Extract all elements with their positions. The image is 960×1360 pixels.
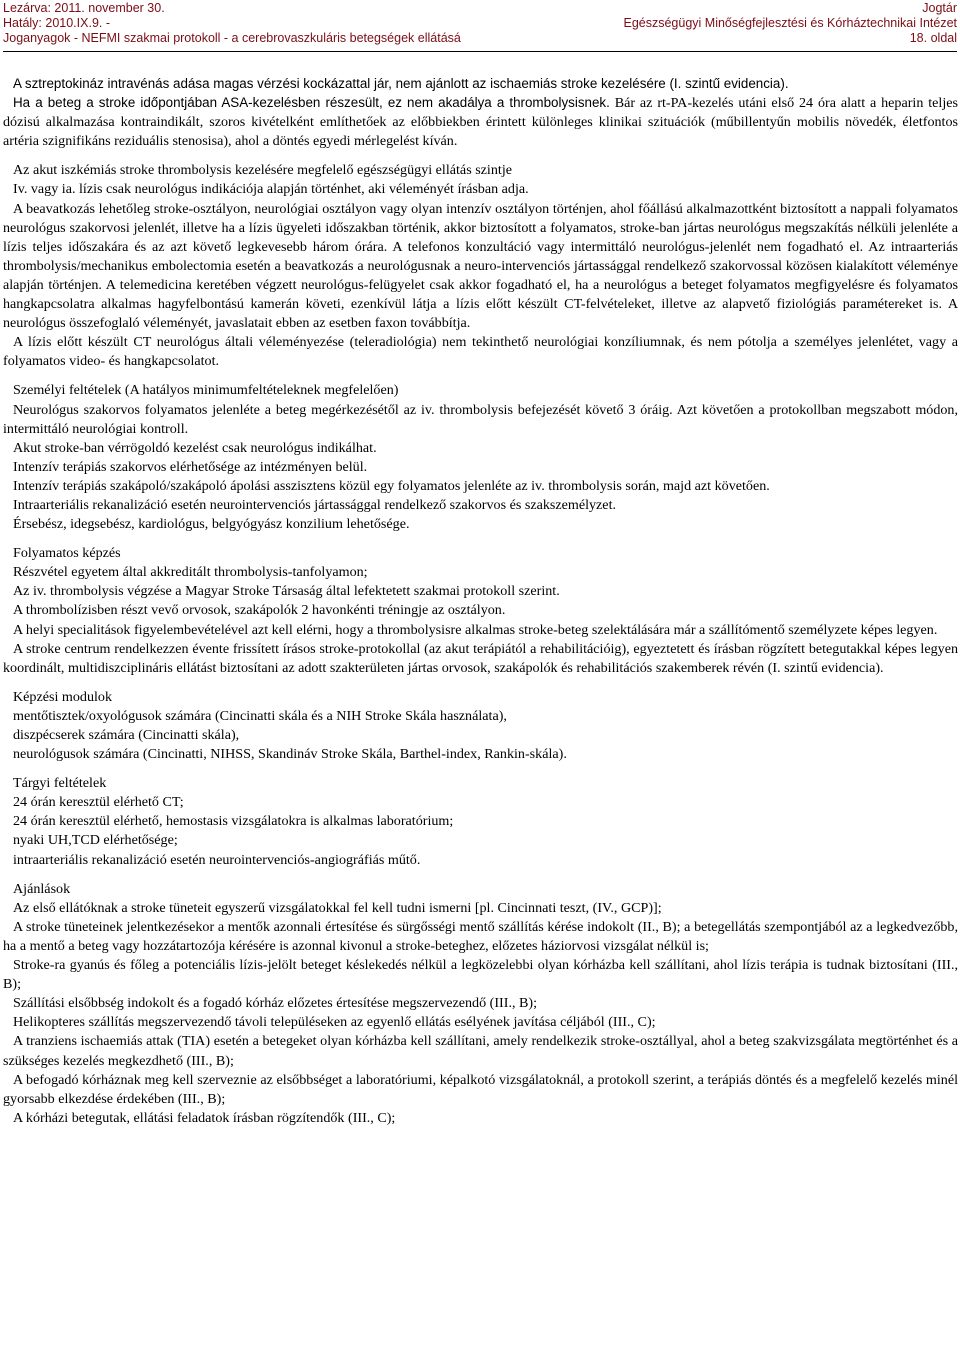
care-level-paragraph: A beavatkozás lehetőleg stroke-osztályon, neurológiai osztályon vagy olyan intenzív osztályon történjen, ahol főállású alkalmazottként biztosított a nappali folyamatos neurológus szakorvosi jelenlét, illetve ha a lízis ügyeleti időszakban történik, akkor biztosított a folyamatos, stroke-ban jártas neurológus megszakítás nélküli jelenléte a lízis teljes időszakára és az azt követő legkevesebb három órára. A telefonos konzultáció vagy intermittáló neurológus-jelenlét nem fogadható el. Az intraarteriás thrombolysis/mechanikus embolectomia esetén a beavatkozás a neurológusnak a neuro-intervenciós jártassággal rendelkező szakorvossal közösen kialakított véleménye alapján történjen. A telemedicina keretében végzett neurológus-felügyelet csak akkor fogadható el, ha a neurológus a beteget folyamatos megfigyelésre és folyamatos hangkapcsolatra alkalmas hagyfelbontású kamerán követi, ezenkívül látja a lízis előtt készült CT-felvételeket, illetve az alapvető fiziológiás paramétereket is. A neurológus összefoglaló véleményét, javaslatait ebben az esetben faxon továbbítja.: [3, 200, 958, 332]
header-effective-date: Hatály: 2010.IX.9. -: [3, 16, 111, 30]
list-item: mentőtisztek/oxyológusok számára (Cincinatti skála és a NIH Stroke Skála használata),: [13, 707, 507, 724]
asa-paragraph: [3, 93, 958, 151]
list-item: Stroke-ra gyanús és főleg a potenciális lízis-jelölt beteget késlekedés nélkül a legközelebbi olyan kórházba kell szállítani, ahol lízis terápia is tudnak biztosítani (III., B);: [3, 957, 958, 993]
list-item: nyaki UH,TCD elérhetősége;: [13, 832, 178, 849]
list-item: A stroke tüneteinek jelentkezésekor a mentők azonnali értesítése és sürgősségi mentő szállítás kérése indokolt (II., B); a betegellátás szempontjából az a legkedvezőbb, ha a mentő a beteg vagy hozzátartozója kérésére is azonnal kivonul a stroke-beteghez, előzetes háziorvosi vizsgálat nélkül is;: [3, 918, 958, 954]
document-body: [0, 52, 960, 1128]
header-divider: [3, 51, 957, 52]
page-header: [3, 0, 957, 52]
heparin-sentence: Bár az rt-PA-kezelés utáni első 24 óra alatt a heparin teljes dózisú alkalmazása kontraindikált, szoros kivételként említhetőek az előbbiekben érintett különleges klinikai szituációk (műbillentyűn mobilis növedék, életfontos artéria szignifikáns reziduális stenosisa), ahol a döntés egyedi mérlegelést kíván.: [3, 95, 958, 150]
header-publisher: Jogtár: [922, 1, 957, 15]
header-right: [623, 1, 957, 46]
list-item: intraarteriális rekanalizáció esetén neurointervenciós-angiográfiás műtő.: [13, 851, 421, 868]
list-item: Érsebész, idegsebész, kardiológus, belgyógyász konzilium lehetősége.: [13, 516, 410, 533]
personnel-heading: Személyi feltételek (A hatályos minimumfeltételeknek megfelelően): [13, 382, 399, 399]
list-item: A thrombolízisben részt vevő orvosok, szakápolók 2 havonkénti tréningje az osztályon.: [13, 602, 506, 619]
care-level-indication: Iv. vagy ia. lízis csak neurológus indikációja alapján történhet, aki véleményét írásban adja.: [13, 181, 529, 198]
list-item: Intenzív terápiás szakápoló/szakápoló ápolási asszisztens közül egy folyamatos jelenléte az iv. thrombolysis során, majd azt követően.: [13, 477, 770, 494]
header-institute: Egészségügyi Minőségfejlesztési és Kórháztechnikai Intézet: [623, 16, 957, 30]
list-item: A stroke centrum rendelkezzen évente frissített írásos stroke-protokollal (az akut terápiától a rehabilitációig), egyeztetett és írásban rögzített betegutakkal képes legyen koordinált, multidiszciplináris ellátást biztosítani az adott szakterületen jártas orvosok, szakápolók és rehabilitációs szakemberek révén (I. szintű evidencia).: [3, 640, 958, 676]
care-level-heading: Az akut iszkémiás stroke thrombolysis kezelésére megfelelő egészségügyi ellátás szintje: [13, 162, 512, 179]
training-heading: Folyamatos képzés: [13, 545, 121, 562]
list-item: Intenzív terápiás szakorvos elérhetősége az intézményen belül.: [13, 458, 368, 475]
list-item: Intraarteriális rekanalizáció esetén neurointervenciós jártassággal rendelkező szakorvos és szakszemélyzet.: [13, 496, 617, 513]
list-item: Részvétel egyetem által akkreditált thrombolysis-tanfolyamon;: [13, 564, 368, 581]
list-item: Az iv. thrombolysis végzése a Magyar Stroke Társaság által lefektetett szakmai protokoll szerint.: [13, 583, 560, 600]
header-page-number: 18. oldal: [909, 31, 957, 45]
list-item: A befogadó kórháznak meg kell szerveznie az elsőbbséget a laboratóriumi, képalkotó vizsgálatoknál, a protokoll szerint, a terápiás döntés és a megfelelő kezelés minél gyorsabb elkezdése érdekében (III., B);: [3, 1071, 958, 1107]
modules-heading: Képzési modulok: [13, 688, 113, 705]
list-item: Szállítási elsőbbség indokolt és a fogadó kórház előzetes értesítése megszervezendő (III., B);: [13, 995, 538, 1012]
list-item: 24 órán keresztül elérhető, hemostasis vizsgálatokra is alkalmas laboratórium;: [13, 813, 454, 830]
header-document-title: Joganyagok - NEFMI szakmai protokoll - a cerebrovaszkuláris betegségek ellátásá: [3, 31, 461, 45]
list-item: Akut stroke-ban vérrögoldó kezelést csak neurológus indikálhat.: [13, 439, 377, 456]
list-item: neurológusok számára (Cincinatti, NIHSS, Skandináv Stroke Skála, Barthel-index, Rankin-skála).: [13, 746, 567, 763]
header-closed-date: Lezárva: 2011. november 30.: [3, 1, 165, 15]
list-item: diszpécserek számára (Cincinatti skála),: [13, 727, 240, 743]
list-item: A helyi specialitások figyelembevételével azt kell elérni, hogy a thrombolysisre alkalmas stroke-beteg szelektálására már a szállítómentő személyzete képes legyen.: [13, 621, 938, 638]
recommendations-heading: Ajánlások: [13, 880, 71, 897]
streptokinase-paragraph: A sztreptokináz intravénás adása magas vérzési kockázattal jár, nem ajánlott az ischaemiás stroke kezelésére (I. szintű evidencia).: [13, 76, 789, 91]
list-item: A kórházi betegutak, ellátási feladatok írásban rögzítendők (III., C);: [13, 1109, 396, 1126]
teleradiology-paragraph: A lízis előtt készült CT neurológus általi véleményezése (teleradiológia) nem tekinthető neurológiai konzíliumnak, és nem pótolja a személyes jelenlétet, vagy a folyamatos video- és hangkapcsolatot.: [3, 334, 958, 370]
list-item: A tranziens ischaemiás attak (TIA) esetén a betegeket olyan kórházba kell szállítani, amely rendelkezik stroke-osztállyal, ahol a beteg szakvizsgálata megtörténhet és a szükséges kezelés megkezdhető (III., B);: [3, 1033, 958, 1069]
list-item: Neurológus szakorvos folyamatos jelenléte a beteg megérkezésétől az iv. thrombolysis befejezését követő 3 óráig. Azt követően a protokollban megszabott módon, intermittáló neurológiai kontroll.: [3, 401, 958, 437]
asa-sentence: Ha a beteg a stroke időpontjában ASA-kezelésben részesült, ez nem akadálya a thrombolysisnek.: [13, 95, 610, 111]
material-heading: Tárgyi feltételek: [13, 775, 107, 792]
list-item: Az első ellátóknak a stroke tüneteit egyszerű vizsgálatokkal fel kell tudni ismerni [pl. Cincinnati teszt, (IV., GCP)];: [13, 899, 662, 916]
list-item: 24 órán keresztül elérhető CT;: [13, 794, 184, 811]
header-left: [3, 1, 461, 46]
list-item: Helikopteres szállítás megszervezendő távoli településeken az egyenlő ellátás esélyének javítása céljából (III., C);: [13, 1014, 656, 1031]
